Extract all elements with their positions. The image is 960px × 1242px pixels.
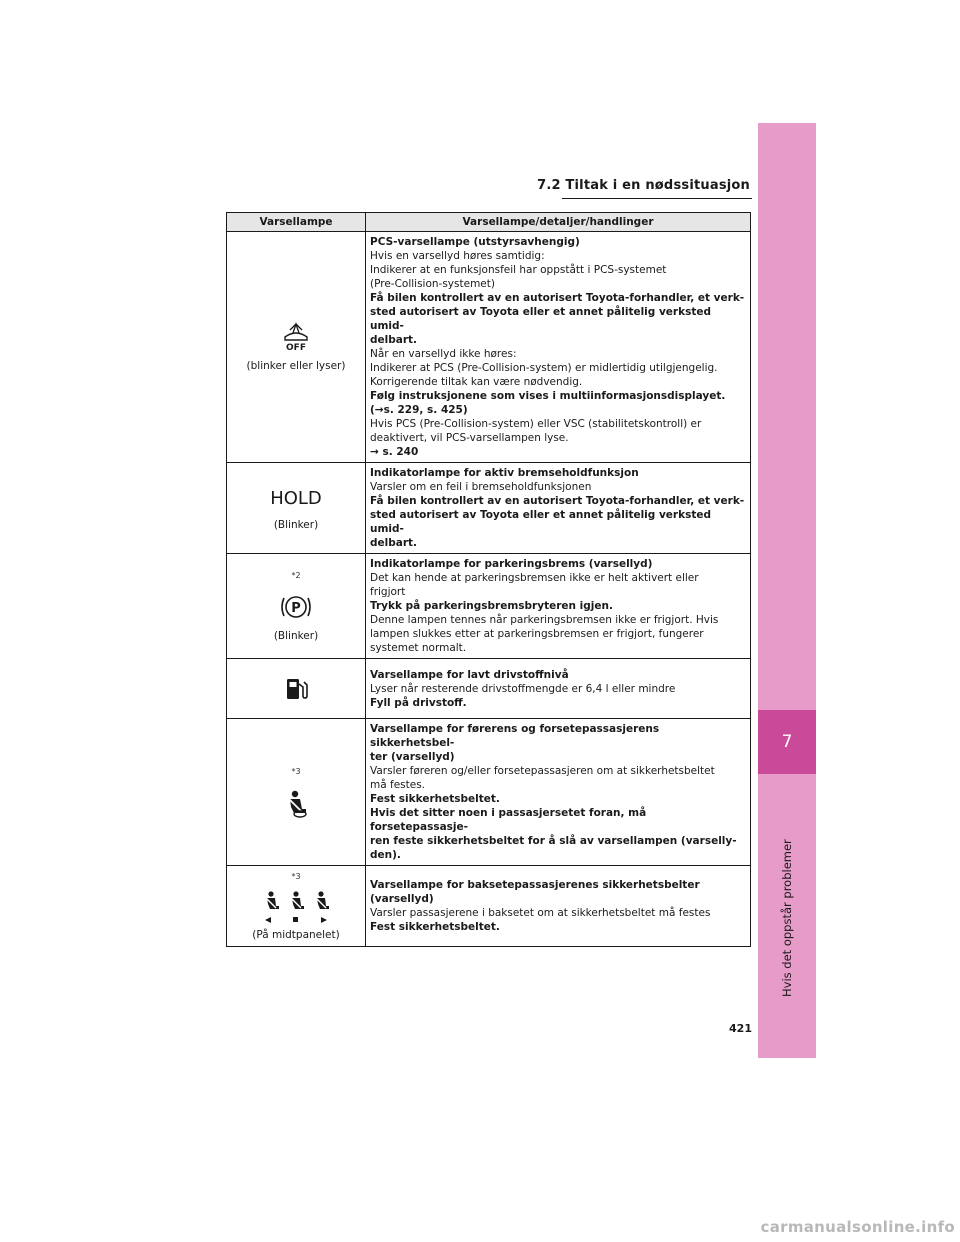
section-title: 7.2 Tiltak i en nødssituasjon	[537, 178, 750, 193]
table-header-row	[227, 213, 751, 232]
details-cell	[366, 463, 751, 554]
details-cell	[366, 866, 751, 947]
column-header-lamp: Varsellampe	[227, 213, 366, 232]
lamp-cell	[227, 232, 366, 463]
table-row	[227, 866, 751, 947]
detail-line: Indikatorlampe for aktiv bremseholdfunksjon	[370, 467, 639, 479]
detail-line: Følg instruksjonene som vises i multiinformasjonsdisplayet.	[370, 390, 726, 402]
detail-line: Korrigerende tiltak kan være nødvendig.	[370, 376, 583, 388]
lamp-caption: (Blinker)	[273, 519, 319, 531]
detail-line: den).	[370, 849, 401, 861]
detail-line: frigjort	[370, 586, 406, 598]
detail-line: Hvis PCS (Pre-Collision-system) eller VSC (stabilitetskontroll) er	[370, 418, 702, 430]
detail-line: Få bilen kontrollert av en autorisert Toyota-forhandler, et verk-	[370, 292, 745, 304]
lamp-cell	[227, 554, 366, 659]
detail-line: Fyll på drivstoff.	[370, 696, 467, 709]
table-row	[227, 232, 751, 463]
detail-line: Få bilen kontrollert av en autorisert Toyota-forhandler, et verk-	[370, 495, 745, 507]
footnote-marker: *2	[291, 571, 301, 580]
page-number: 421	[729, 1022, 752, 1035]
detail-line: Når en varsellyd ikke høres:	[370, 348, 517, 360]
chapter-number: 7	[758, 710, 816, 774]
detail-line: Varsler om en feil i bremseholdfunksjonen	[370, 481, 592, 493]
pcs-off-icon	[279, 321, 313, 351]
table-row	[227, 463, 751, 554]
detail-line: (→s. 229, s. 425)	[370, 404, 468, 416]
details-cell	[366, 554, 751, 659]
detail-line: Varsellampe for førerens og forsetepassasjerens sikkerhetsbel-	[370, 723, 660, 749]
detail-line: (varsellyd)	[370, 893, 434, 905]
detail-line: (Pre-Collision-systemet)	[370, 278, 495, 290]
table-row	[227, 659, 751, 719]
table-row	[227, 719, 751, 866]
detail-line: Varsellampe for baksetepassasjerenes sikkerhetsbelter	[370, 879, 700, 891]
parking-brake-text: P	[291, 601, 301, 616]
detail-line: Varsellampe for lavt drivstoffnivå	[370, 668, 569, 681]
watermark: carmanualsonline.info	[760, 1218, 955, 1236]
fuel-pump-icon	[282, 675, 310, 703]
detail-line: Det kan hende at parkeringsbremsen ikke er helt aktivert eller	[370, 572, 699, 584]
details-cell	[366, 232, 751, 463]
detail-line: Lyser når resterende drivstoffmengde er 6,4 l eller mindre	[370, 682, 676, 695]
chapter-side-tab	[758, 123, 816, 1058]
lamp-caption: (På midtpanelet)	[252, 929, 340, 941]
detail-line: Fest sikkerhetsbeltet.	[370, 793, 500, 805]
lamp-caption: (Blinker)	[273, 630, 319, 642]
table-row	[227, 554, 751, 659]
detail-line: Indikerer at en funksjonsfeil har oppstått i PCS-systemet	[370, 264, 667, 276]
hold-icon	[266, 484, 326, 510]
detail-line: Trykk på parkeringsbremsbryteren igjen.	[370, 600, 613, 612]
detail-line: delbart.	[370, 334, 418, 346]
detail-line: sted autorisert av Toyota eller et annet pålitelig verksted umid-	[370, 306, 711, 332]
detail-line: delbart.	[370, 537, 418, 549]
detail-line: sted autorisert av Toyota eller et annet pålitelig verksted umid-	[370, 509, 711, 535]
detail-line: må festes.	[370, 779, 426, 791]
lamp-cell	[227, 719, 366, 866]
detail-line: Varsler føreren og/eller forsetepassasjeren om at sikkerhetsbeltet	[370, 765, 715, 777]
detail-line: Indikatorlampe for parkeringsbrems (varsellyd)	[370, 558, 653, 570]
chapter-title: Hvis det oppstår problemer	[780, 839, 794, 997]
pcs-off-text: OFF	[286, 343, 306, 351]
detail-line: Hvis det sitter noen i passasjersetet foran, må forsetepassasje-	[370, 807, 647, 833]
lamp-cell	[227, 866, 366, 947]
detail-line: lampen slukkes etter at parkeringsbremsen er frigjort, fungerer	[370, 628, 704, 640]
lamp-cell	[227, 463, 366, 554]
detail-line: ren feste sikkerhetsbeltet for å slå av varsellampen (varselly-	[370, 835, 737, 847]
details-cell	[366, 659, 751, 719]
detail-line: Denne lampen tennes når parkeringsbremsen ikke er frigjort. Hvis	[370, 614, 719, 626]
hold-text: HOLD	[270, 488, 322, 509]
detail-line: systemet normalt.	[370, 642, 467, 654]
lamp-cell	[227, 659, 366, 719]
footnote-marker: *3	[291, 767, 301, 776]
detail-line: Hvis en varsellyd høres samtidig:	[370, 250, 545, 262]
parking-brake-icon	[279, 593, 313, 621]
lamp-caption: (blinker eller lyser)	[246, 360, 346, 372]
warning-lights-table	[226, 212, 751, 947]
detail-line: PCS-varsellampe (utstyrsavhengig)	[370, 236, 580, 248]
detail-line: Varsler passasjerene i baksetet om at sikkerhetsbeltet må festes	[370, 907, 711, 919]
detail-line: deaktivert, vil PCS-varsellampen lyse.	[370, 432, 569, 444]
section-divider	[562, 198, 752, 199]
detail-line: → s. 240	[370, 446, 419, 458]
column-header-details: Varsellampe/detaljer/handlinger	[366, 213, 751, 232]
details-cell	[366, 719, 751, 866]
detail-line: Fest sikkerhetsbeltet.	[370, 921, 500, 933]
rear-seatbelts-icon	[259, 890, 333, 924]
detail-line: ter (varsellyd)	[370, 751, 455, 763]
detail-line: Indikerer at PCS (Pre-Collision-system) er midlertidig utilgjengelig.	[370, 362, 718, 374]
seatbelt-icon	[281, 789, 311, 819]
footnote-marker: *3	[291, 872, 301, 881]
